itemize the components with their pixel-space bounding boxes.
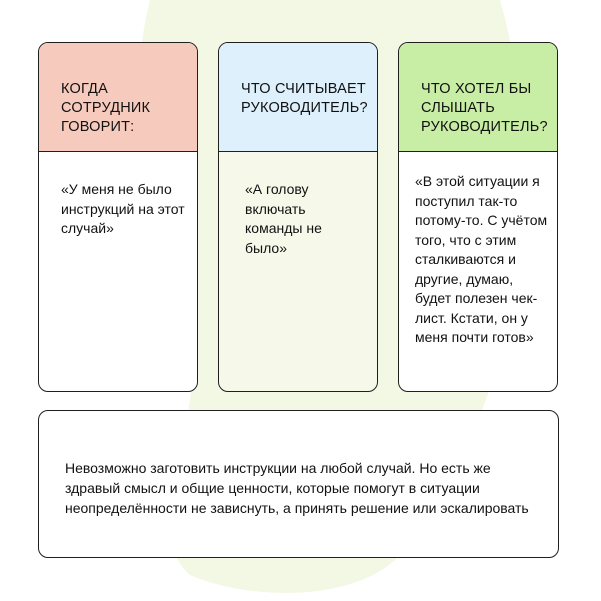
card-heading: ЧТО ХОТЕЛ БЫ СЛЫШАТЬ РУКОВОДИТЕЛЬ? — [421, 81, 548, 135]
card-header — [219, 43, 377, 152]
card-employee-says — [38, 42, 198, 392]
card-heading: КОГДА СОТРУДНИК ГОВОРИТ: — [61, 81, 151, 135]
card-manager-reads — [218, 42, 378, 392]
card-quote: «А голову включать команды не было» — [245, 181, 322, 256]
card-heading: ЧТО СЧИТЫВАЕТ РУКОВОДИТЕЛЬ? — [241, 81, 368, 116]
card-quote: «В этой ситуации я поступил так-то потому-то. С учётом того, что с этим сталкиваются и другие, думаю, будет полезен чек-лист. Кстати, он у меня почти готов» — [415, 173, 548, 345]
summary-note: Невозможно заготовить инструкции на любой случай. Но есть же здравый смысл и общие ценности, которые помогут в ситуации неопределённости не зависнуть, а принять решение или эскалировать — [38, 410, 559, 558]
card-header — [39, 43, 197, 152]
card-manager-wants — [398, 42, 558, 392]
card-header — [399, 43, 557, 152]
card-quote: «У меня не было инструкций на этот случай» — [61, 181, 185, 236]
